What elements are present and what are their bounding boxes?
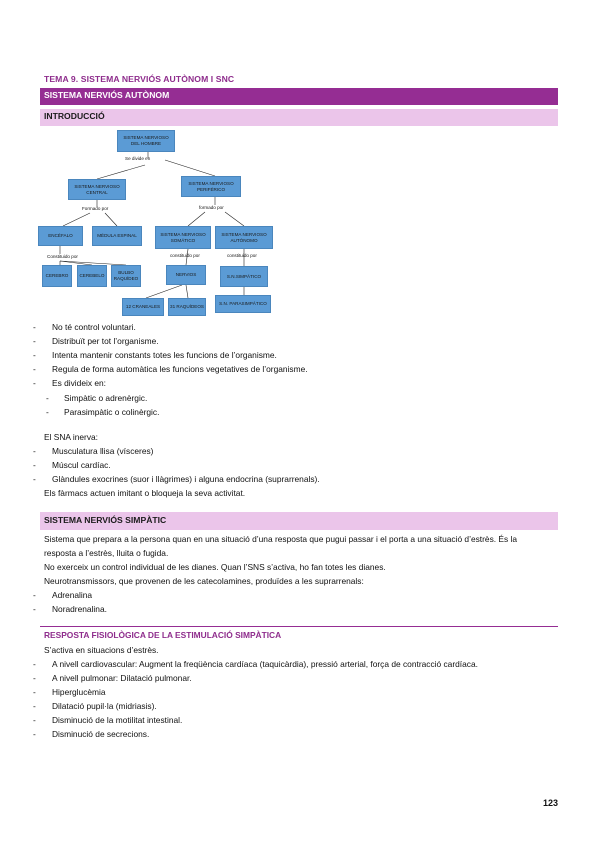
- link-label-periferico: formado por: [199, 205, 224, 210]
- section-divider: [40, 626, 558, 627]
- paragraph-line: Sistema que prepara a la persona quan en una situació d’una resposta que pugui passar i el porta a una situació d’estrès. És la: [44, 534, 518, 544]
- bullet-dash: -: [33, 701, 36, 711]
- list-item: Regula de forma automàtica les funcions vegetatives de l’organisme.: [52, 364, 308, 374]
- list-item: Musculatura llisa (vísceres): [52, 446, 154, 456]
- subsection-heading: INTRODUCCIÓ: [44, 111, 105, 121]
- bullet-dash: -: [33, 364, 36, 374]
- paragraph-line: Neurotransmissors, que provenen de les catecolamines, produïdes a les suprarrenals:: [44, 576, 364, 586]
- list-item: Hiperglucèmia: [52, 687, 106, 697]
- list-item: Disminució de secrecions.: [52, 729, 150, 739]
- bullet-dash: -: [46, 407, 49, 417]
- bullet-dash: -: [33, 604, 36, 614]
- node-periferico: SISTEMA NERVIOSO PERIFÉRICO: [181, 176, 241, 197]
- bullet-dash: -: [33, 460, 36, 470]
- bullet-dash: -: [33, 446, 36, 456]
- link-label-central: Formado por: [82, 206, 109, 211]
- node-simpatico: S.N.SIMPÁTICO: [220, 266, 268, 287]
- bullet-dash: -: [33, 474, 36, 484]
- simpatic-heading-bar: [40, 512, 558, 530]
- list-item: Intenta mantenir constants totes les funcions de l’organisme.: [52, 350, 277, 360]
- link-label-root: Se divide en: [125, 156, 151, 161]
- link-label-encefalo: Constituido por: [47, 254, 78, 259]
- bullet-dash: -: [46, 393, 49, 403]
- node-nervios: NERVIOS: [166, 265, 206, 285]
- paragraph-line: resposta a l’estrès, lluita o fugida.: [44, 548, 169, 558]
- bullet-dash: -: [33, 590, 36, 600]
- bullet-dash: -: [33, 659, 36, 669]
- node-bulbo: BULBO RAQUÍDEO: [111, 265, 141, 287]
- list-item: A nivell cardiovascular: Augment la freqüència cardíaca (taquicàrdia), pressió arterial, força de contracció cardíaca.: [52, 659, 478, 669]
- list-item: No té control voluntari.: [52, 322, 136, 332]
- list-item: Adrenalina: [52, 590, 93, 600]
- link-label-autonomo: constituido por: [227, 253, 257, 258]
- list-item: Distribuït per tot l’organisme.: [52, 336, 159, 346]
- bullet-dash: -: [33, 729, 36, 739]
- section-heading: SISTEMA NERVIÓS AUTÒNOM: [44, 90, 170, 100]
- node-root: SISTEMA NERVIOSO DEL HOMBRE: [117, 130, 175, 152]
- paragraph-line: No exerceix un control individual de les dianes. Quan l’SNS s’activa, ho fan totes les dianes.: [44, 562, 386, 572]
- bullet-dash: -: [33, 322, 36, 332]
- node-cerebelo: CEREBELO: [77, 265, 107, 287]
- list-item: Es divideix en:: [52, 378, 106, 388]
- inerva-label: El SNA inerva:: [44, 432, 98, 442]
- resposta-heading: RESPOSTA FISIOLÒGICA DE LA ESTIMULACIÓ SIMPÀTICA: [44, 630, 282, 640]
- list-item: A nivell pulmonar: Dilatació pulmonar.: [52, 673, 192, 683]
- sub-list-item: Parasimpàtic o colinèrgic.: [64, 407, 160, 417]
- simpatic-heading: SISTEMA NERVIÓS SIMPÀTIC: [44, 515, 167, 525]
- page-number: 123: [542, 798, 558, 808]
- list-item: Múscul cardíac.: [52, 460, 111, 470]
- list-item: Disminució de la motilitat intestinal.: [52, 715, 183, 725]
- node-craneales: 12 CRANEALES: [122, 298, 164, 316]
- bullet-dash: -: [33, 378, 36, 388]
- bullet-dash: -: [33, 687, 36, 697]
- concept-map: [0, 0, 600, 330]
- node-encefalo: ENCÉFALO: [38, 226, 83, 246]
- list-item: Glàndules exocrines (suor i llàgrimes) i alguna endocrina (suprarrenals).: [52, 474, 320, 484]
- farmacs-text: Els fàrmacs actuen imitant o bloqueja la seva activitat.: [44, 488, 246, 498]
- bullet-dash: -: [33, 336, 36, 346]
- bullet-dash: -: [33, 350, 36, 360]
- link-label-somatico: constituido por: [170, 253, 200, 258]
- node-somatico: SISTEMA NERVIOSO SOMÁTICO: [155, 226, 211, 249]
- paragraph-line: S’activa en situacions d’estrès.: [44, 645, 159, 655]
- topic-title: TEMA 9. SISTEMA NERVIÓS AUTÒNOM I SNC: [44, 74, 235, 84]
- list-item: Noradrenalina.: [52, 604, 107, 614]
- node-medula: MÉDULA ESPINAL: [92, 226, 142, 246]
- node-raquideos: 31 RAQUÍDEOS: [168, 298, 206, 316]
- node-autonomo: SISTEMA NERVIOSO AUTÓNOMO: [215, 226, 273, 249]
- node-parasimpatico: S.N. PARASIMPÁTICO: [215, 295, 271, 313]
- sub-list-item: Simpàtic o adrenèrgic.: [64, 393, 148, 403]
- bullet-dash: -: [33, 715, 36, 725]
- node-cerebro: CEREBRO: [42, 265, 72, 287]
- node-central: SISTEMA NERVIOSO CENTRAL: [68, 179, 126, 200]
- bullet-dash: -: [33, 673, 36, 683]
- list-item: Dilatació pupil·la (midriasis).: [52, 701, 157, 711]
